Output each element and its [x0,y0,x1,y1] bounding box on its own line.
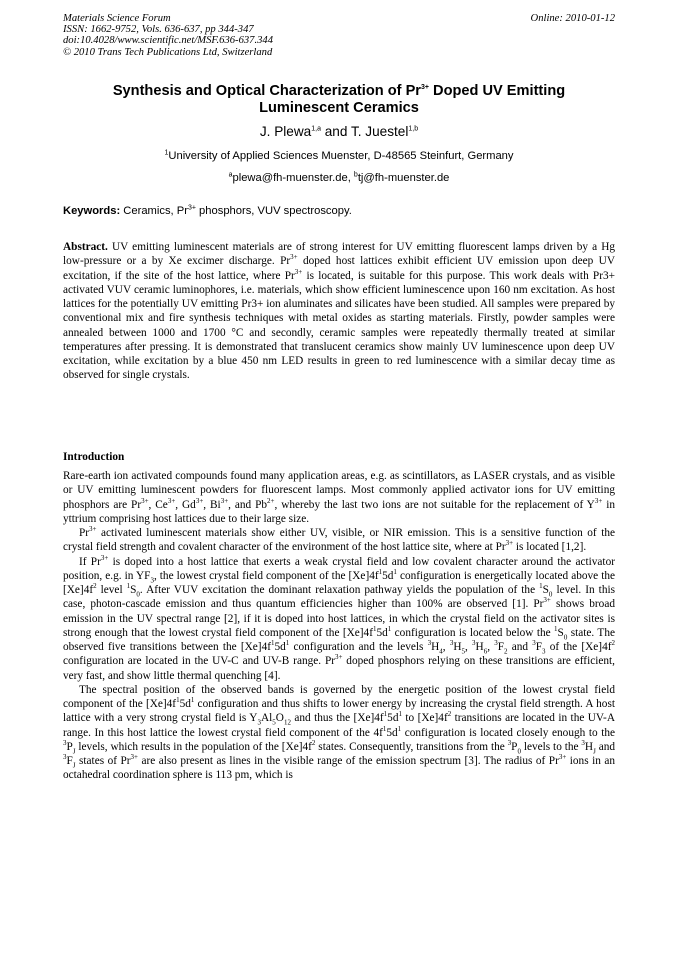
paper-title: Synthesis and Optical Characterization of $Pr^{3+}$ Doped UV Emitting Luminescent Ceramics [112,83,566,116]
abstract: Abstract. UV emitting luminescent materials are of strong interest for UV emitting fluorescent lamps driven by a Hg low-pressure or a by Xe excimer discharge. $Pr^{3+}$ doped host lattices exhibit efficient UV emission upon deep UV excitation, if the site of the host lattice, where $Pr^{3+}$ is located, is suitable for this purpose. This work deals with Pr3+ activated VUV ceramic luminophores, i.e. materials, which show efficient luminescence upon 160 nm excitation. As host lattices for the potentially UV emitting Pr3+ ion aluminates and silicates have been studied. All samples were prepared by conventional mix and fire synthesis techniques with metal oxides as starting materials. Firstly, powder samples were annealed between 1000 and 1700 °C and secondly, ceramic samples were repeatedly thermally treated at similar temperatures after pressing. It is demonstrated that translucent ceramics show mainly UV luminescence upon deep UV excitation, while excitation by a blue 450 nm LED results in green to red luminescence with a similar decay time as observed for single crystals. [63,241,615,382]
authors: J. Plewa$^{1,a}$ and T. Juestel$^{1,b}$ [259,124,419,139]
section-heading-introduction: Introduction [63,451,125,463]
author-emails: $^a$plewa@fh-muenster.de, $^b$tj@fh-muenster.de [228,171,450,184]
issn-line: ISSN: 1662-9752, Vols. 636-637, pp 344-347 [63,24,254,36]
keywords: Keywords: Ceramics, $Pr^{3+}$ phosphors, VUV spectroscopy. [63,204,352,217]
paragraph: Rare-earth ion activated compounds found many application areas, e.g. as scintillators, as LASER crystals, and as visible or UV emitting luminescent powders for fluorescent lamps. Most commonly applied activator ions for UV emitting phosphors are $Pr^{3+}$, $Ce^{3+}$, $Gd^{3+}$, $Bi^{3+}$, and $Pb^{2+}$, whereby the last two ions are not suitable for the replacement of $Y^{3+}$ in yttrium comprising host lattices due to their large size. [63,470,615,525]
doi-line: doi:10.4028/www.scientific.net/MSF.636-637.344 [63,35,273,47]
paragraph: If $Pr^{3+}$ is doped into a host lattice that exerts a weak crystal field and low covalent character around the activator position, e.g. in $YF_3$, the lowest crystal field component of the $[Xe]4f^15d^1$ configuration is energetically located above the $[Xe]4f^2$ level $^1S_0$. After VUV excitation the dominant relaxation pathway yields the population of the $^1S_0$ level. In this case, photon-cascade emission and thus quantum efficiencies higher than 100% are observed [1]. $Pr^{3+}$ shows broad emission in the UV spectral range [2], if it is doped into host lattices, in which the crystal field on the activator sites is strong enough that the lowest crystal field component of the $[Xe]4f^15d^1$ configuration is located below the $^1S_0$ state. The observed five transitions between the $[Xe]4f^15d^1$ configuration and the levels $^3H_4$, $^3H_5$, $^3H_6$, $^3F_2$ and $^3F_3$ of the $[Xe]4f^2$ configuration are located in the UV-C and UV-B range. $Pr^{3+}$ doped phosphors relying on these transitions are efficient, very fast, and show little thermal quenching [4]. [63,553,616,682]
online-date: Online: 2010-01-12 [530,13,615,24]
paragraph: The spectral position of the observed bands is governed by the energetic position of the lowest crystal field component of the $[Xe]4f^15d^1$ configuration and thus shifts to lower energy by increasing the crystal field strength. A host lattice with a very strong crystal field is $Y_3Al_5O_{12}$ and thus the $[Xe]4f^15d^1$ to $[Xe]4f^2$ transitions are located in the UV-A range. In this host lattice the lowest crystal field component of the $4f^15d^1$ configuration is located closely enough to the $^3P_J$ levels, which results in the population of the $[Xe]4f^2$ states. Consequently, transitions from the $^3P_0$ levels to the $^3H_J$ and $^3F_J$ states of $Pr^{3+}$ are also present as lines in the visible range of the emission spectrum [3]. The radius of $Pr^{3+}$ ions in an octahedral coordination sphere is 113 pm, which is [63,683,616,782]
affiliation: $^1$University of Applied Sciences Muenster, D-48565 Steinfurt, Germany [164,149,514,162]
copyright-line: © 2010 Trans Tech Publications Ltd, Switzerland [63,46,273,58]
paragraph: $Pr^{3+}$ activated luminescent materials show either UV, visible, or NIR emission. This is a sensitive function of the crystal field strength and covalent character of the environment of the host lattice site, where at $Pr^{3+}$ is located [1,2]. [63,525,615,554]
introduction-body [63,469,615,783]
journal-name: Materials Science Forum [63,13,171,24]
journal-header [63,13,273,58]
